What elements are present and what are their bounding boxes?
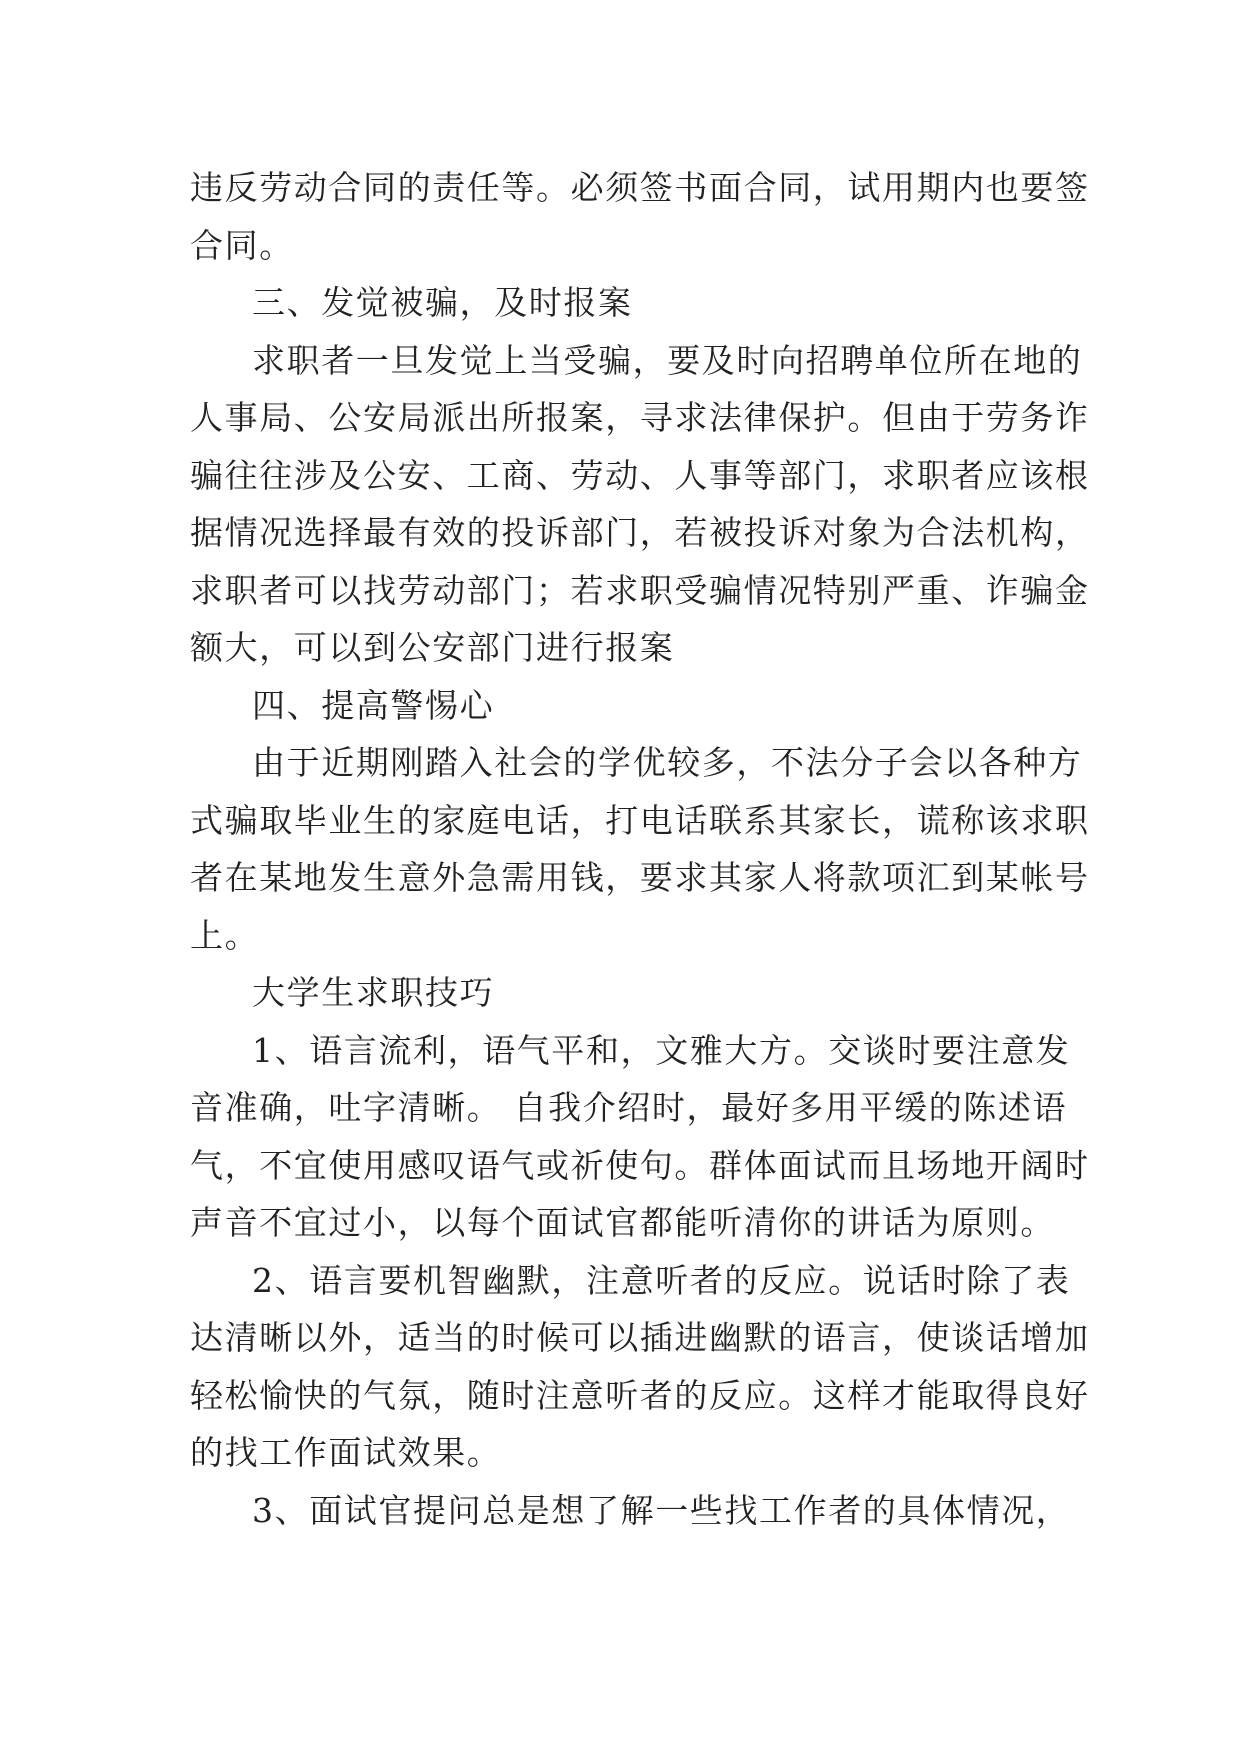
text-line: 的找工作面试效果。	[190, 1433, 502, 1472]
section-heading: 大学生求职技巧	[252, 973, 495, 1012]
text-line: 额大，可以到公安部门进行报案	[190, 628, 675, 667]
text-line: 2、语言要机智幽默，注意听者的反应。说话时除了表	[252, 1260, 1071, 1300]
text-line: 骗往往涉及公安、工商、劳动、人事等部门，求职者应该根	[190, 455, 1090, 495]
text-line: 人事局、公安局派出所报案，寻求法律保护。但由于劳务诈	[190, 398, 1090, 437]
section-heading: 三、发觉被骗，及时报案	[252, 283, 633, 322]
text-line: 据情况选择最有效的投诉部门，若被投诉对象为合法机构，	[190, 513, 1090, 552]
text-line: 由于近期刚踏入社会的学优较多，不法分子会以各种方	[252, 743, 1083, 782]
text-line: 气，不宜使用感叹语气或祈使句。群体面试而且场地开阔时	[190, 1145, 1090, 1185]
text-line: 声音不宜过小，以每个面试官都能听清你的讲话为原则。	[190, 1203, 1055, 1242]
text-line: 式骗取毕业生的家庭电话，打电话联系其家长，谎称该求职	[190, 800, 1090, 840]
text-line: 违反劳动合同的责任等。必须签书面合同，试用期内也要签	[190, 168, 1090, 207]
text-line: 音准确，吐字清晰。 自我介绍时，最好多用平缓的陈述语	[190, 1088, 1068, 1127]
text-line: 者在某地发生意外急需用钱，要求其家人将款项汇到某帐号	[190, 858, 1090, 897]
text-line: 3、面试官提问总是想了解一些找工作者的具体情况，	[252, 1490, 1071, 1530]
text-line: 达清晰以外，适当的时候可以插进幽默的语言，使谈话增加	[190, 1318, 1090, 1357]
text-line: 求职者一旦发觉上当受骗，要及时向招聘单位所在地的	[252, 340, 1083, 380]
section-heading: 四、提高警惕心	[252, 685, 495, 725]
text-line: 合同。	[190, 225, 294, 265]
text-line: 轻松愉快的气氛，随时注意听者的反应。这样才能取得良好	[190, 1375, 1090, 1415]
document-body	[190, 159, 1090, 1539]
text-line: 1、语言流利，语气平和，文雅大方。交谈时要注意发	[252, 1030, 1071, 1070]
text-line: 求职者可以找劳动部门；若求职受骗情况特别严重、诈骗金	[190, 570, 1090, 610]
text-line: 上。	[190, 915, 260, 955]
